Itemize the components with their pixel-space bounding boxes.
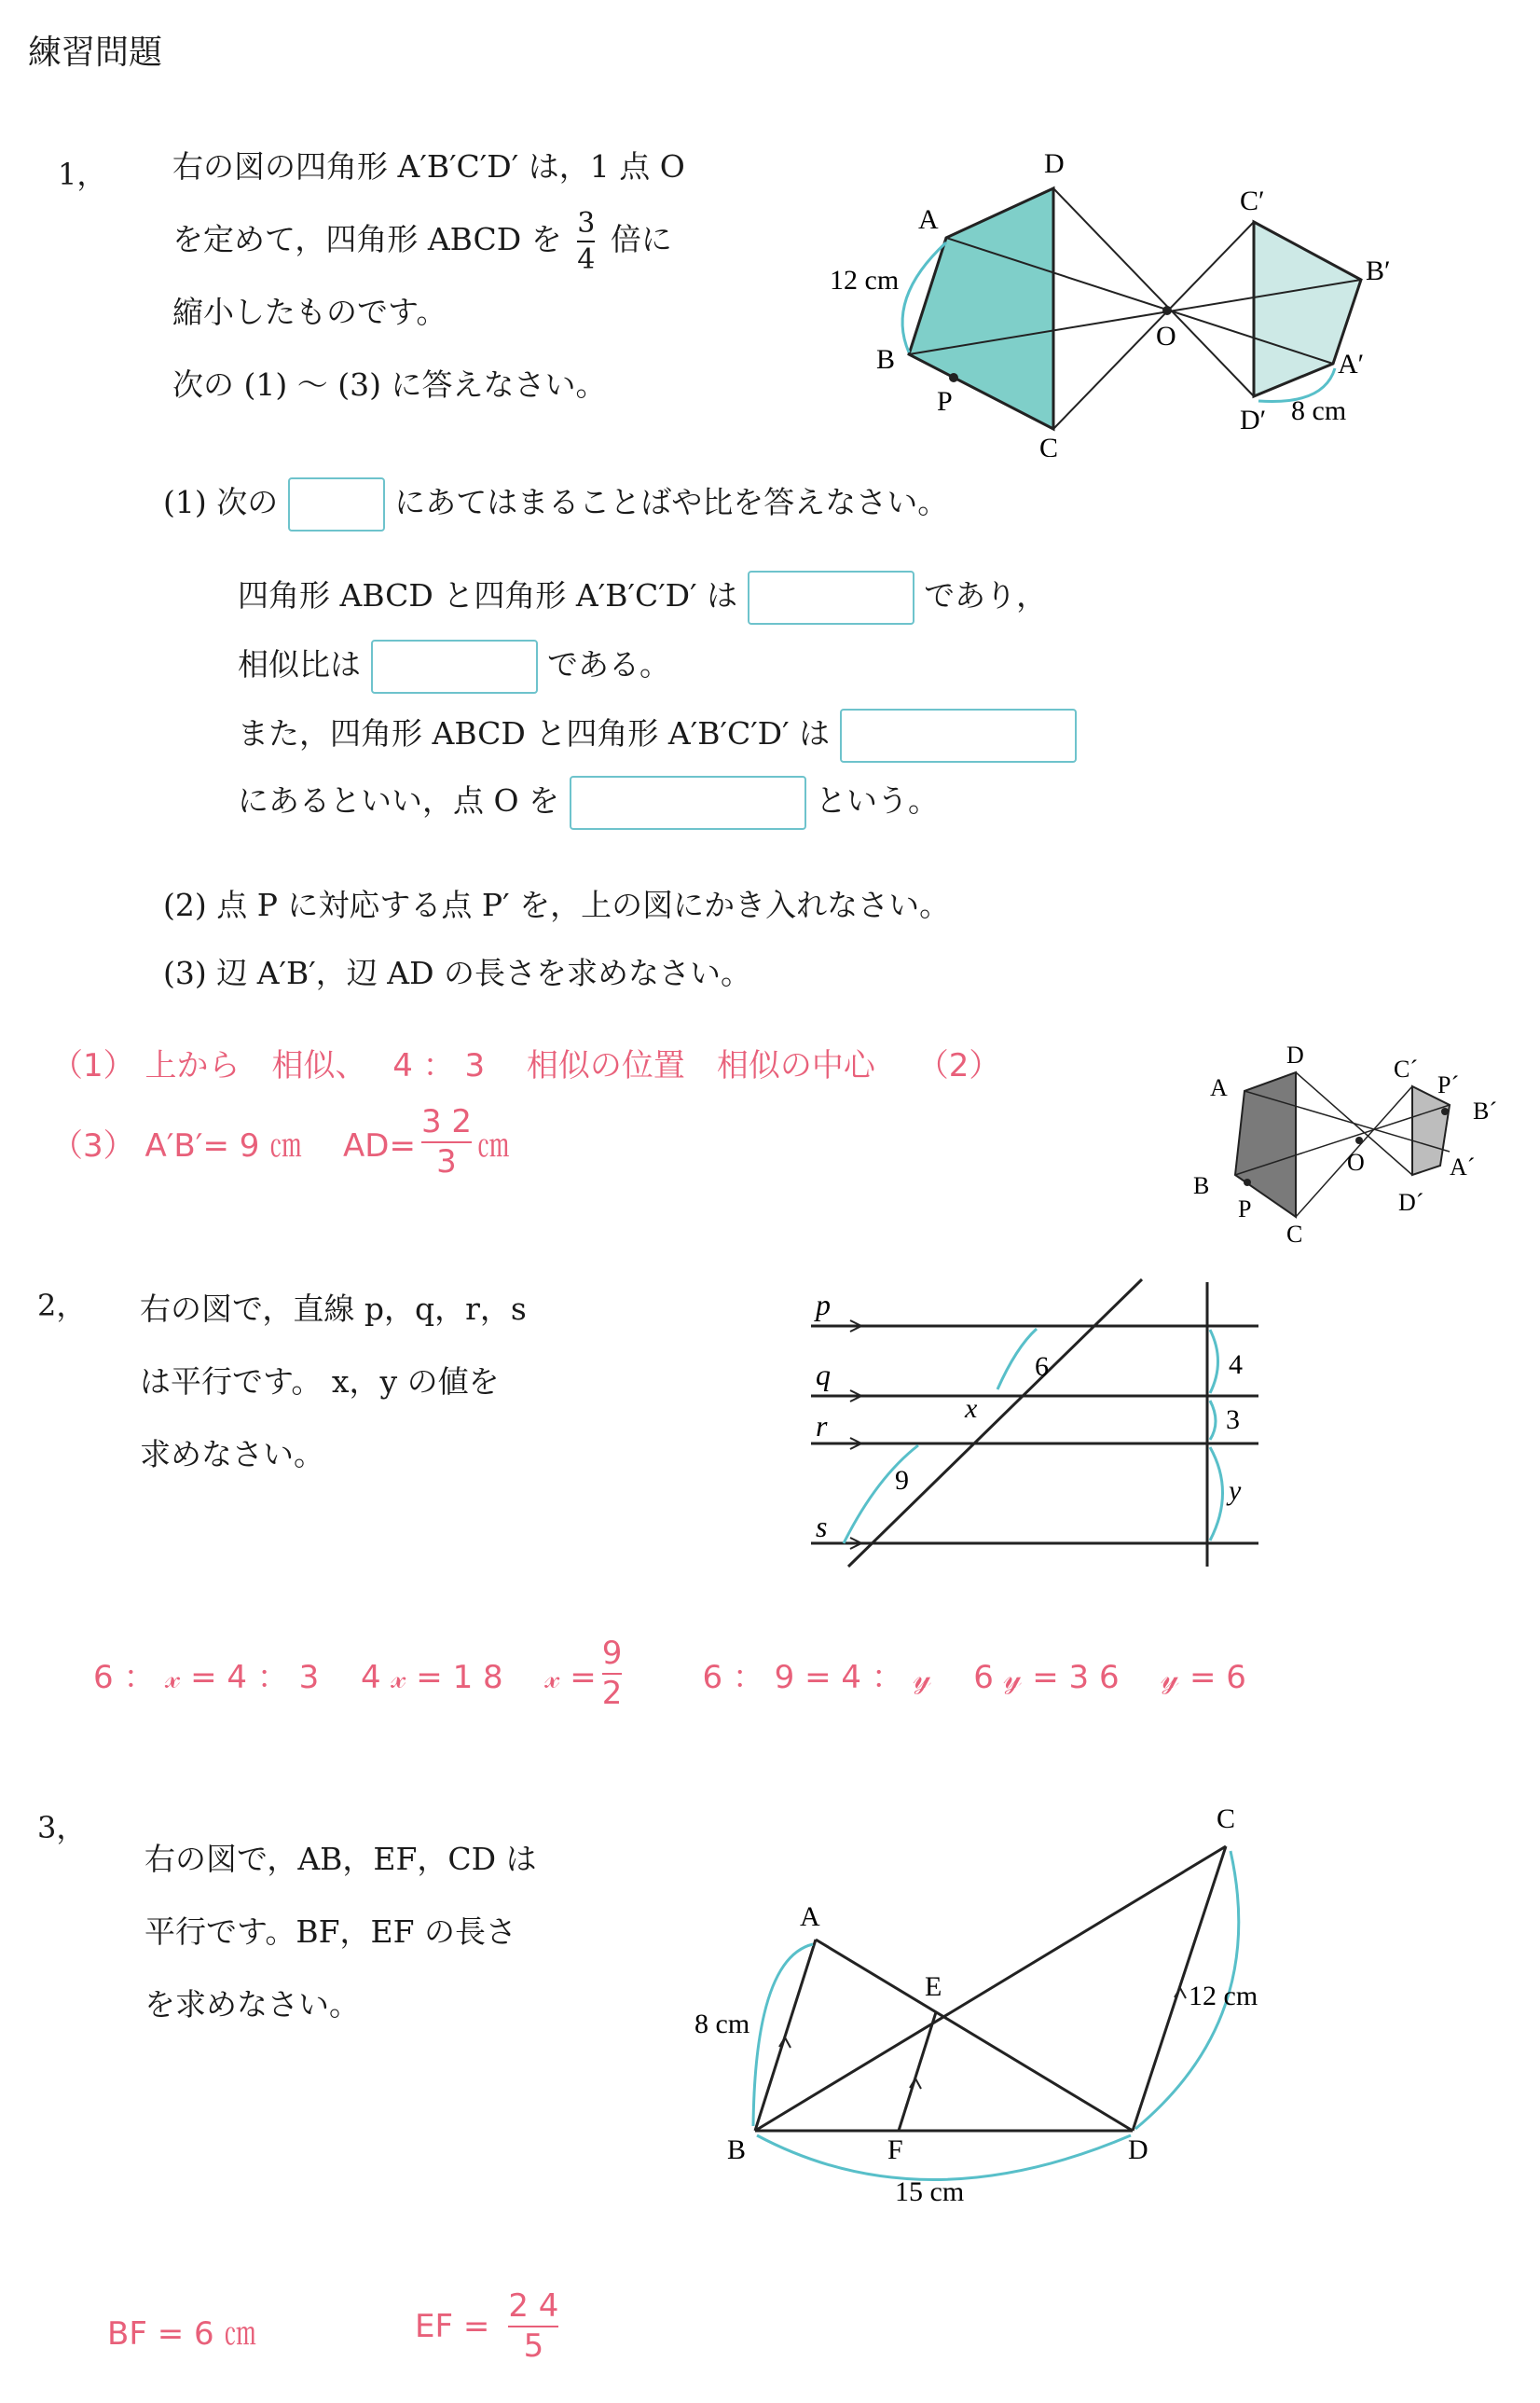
ans-label-B: B xyxy=(1193,1172,1210,1199)
problem-2-text xyxy=(140,1273,527,1491)
length-CD: 12 cm xyxy=(1189,1981,1258,2011)
problem-1-line-1: 右の図の四角形 A′B′C′D′ は，1 点 O xyxy=(172,148,685,185)
answer-1-unit: ㎝ xyxy=(477,1126,510,1165)
answer-1-ab-ad: （3） A′B′= 9 ㎝ AD= xyxy=(51,1126,416,1165)
label-D: D xyxy=(1128,2134,1148,2165)
ans-label-O: O xyxy=(1347,1149,1365,1176)
answer-3-frac-num: 2 4 xyxy=(508,2287,559,2325)
segment-4-label: 4 xyxy=(1229,1349,1243,1380)
problem-1-line-2a: を定めて，四角形 ABCD を xyxy=(172,221,562,257)
label-A: A xyxy=(800,1901,820,1932)
answer-3-ef xyxy=(415,2289,564,2365)
ans-label-A: A xyxy=(1210,1074,1228,1101)
segment-9-label: 9 xyxy=(895,1465,909,1496)
label-O: O xyxy=(1156,321,1176,352)
answer-1-fraction xyxy=(421,1105,472,1181)
blank-box-3[interactable] xyxy=(840,709,1077,763)
question-1-1-line-4 xyxy=(238,776,939,830)
label-P: P xyxy=(937,386,953,417)
q1-line3a: また，四角形 ABCD と四角形 A′B′C′D′ は xyxy=(238,715,831,752)
answer-1-frac-den: 3 xyxy=(436,1143,457,1181)
label-C-prime: C′ xyxy=(1240,186,1265,216)
question-1-3: (3) 辺 A′B′，辺 AD の長さを求めなさい。 xyxy=(163,955,752,991)
figure-homothety-quadrilaterals xyxy=(820,140,1398,457)
problem-2-number: 2， xyxy=(37,1288,87,1323)
page-title: 練習問題 xyxy=(28,34,163,72)
problem-2-line-1: 右の図で，直線 p，q，r，s xyxy=(140,1291,527,1327)
ans-label-D: D xyxy=(1286,1042,1304,1069)
problem-1-line-3: 縮小したものです。 xyxy=(172,294,447,330)
q1-line2a: 相似比は xyxy=(238,646,361,683)
q1-1-suffix: にあてはまることばや比を答えなさい。 xyxy=(394,484,949,520)
fraction-numerator: 3 xyxy=(577,207,596,240)
q1-line1b: であり， xyxy=(924,577,1048,614)
label-A: A xyxy=(918,204,939,235)
ans-label-D-prime: D´ xyxy=(1398,1189,1424,1216)
problem-3-number: 3， xyxy=(37,1810,87,1845)
label-D: D xyxy=(1044,148,1065,179)
answer-2 xyxy=(93,1637,1246,1712)
answer-3-bf: BF = 6 ㎝ xyxy=(107,2315,256,2353)
figure-parallel-segments xyxy=(690,1786,1296,2215)
q1-line4a: にあるといい，点 O を xyxy=(238,782,560,819)
length-8cm: 8 cm xyxy=(1291,395,1347,426)
question-1-2: (2) 点 P に対応する点 P′ を，上の図にかき入れなさい。 xyxy=(163,887,951,923)
length-BD: 15 cm xyxy=(895,2176,965,2207)
q1-line1a: 四角形 ABCD と四角形 A′B′C′D′ は xyxy=(238,577,738,614)
answer-2-x-work: 6 ： 𝓍 = 4 ： 3 4 𝓍 = 1 8 𝓍 = xyxy=(93,1658,597,1696)
problem-3-line-1: 右の図で，AB，EF，CD は xyxy=(144,1841,537,1877)
segment-x-label: x xyxy=(965,1393,978,1424)
question-1-1-line-1 xyxy=(238,571,1047,625)
figure-parallel-lines xyxy=(802,1277,1268,1576)
answer-1-frac-num: 3 2 xyxy=(420,1103,473,1140)
question-1-1-line-2 xyxy=(238,640,670,694)
ans-label-A-prime: A´ xyxy=(1450,1153,1476,1181)
line-p-label: p xyxy=(816,1288,831,1321)
answer-1-line-1: （1） 上から 相似、 4 ： 3 相似の位置 相似の中心 （2） xyxy=(51,1047,1001,1084)
question-1-1-line-3 xyxy=(238,709,1077,763)
line-r-label: r xyxy=(816,1409,828,1443)
question-1-1 xyxy=(163,477,948,532)
ans-label-P-prime: P´ xyxy=(1437,1071,1460,1098)
label-D-prime: D′ xyxy=(1240,405,1267,435)
q1-1-prefix: (1) 次の xyxy=(163,484,279,520)
blank-box-4[interactable] xyxy=(570,776,806,830)
sample-blank-box xyxy=(288,477,385,532)
problem-1-line-4: 次の (1) 〜 (3) に答えなさい。 xyxy=(172,366,607,403)
problem-3-line-2: 平行です。BF，EF の長さ xyxy=(144,1913,516,1950)
length-AB: 8 cm xyxy=(694,2009,750,2039)
label-B: B xyxy=(727,2134,747,2165)
ans-label-C-prime: C´ xyxy=(1394,1056,1418,1083)
length-12cm: 12 cm xyxy=(830,265,900,296)
segment-3-label: 3 xyxy=(1226,1404,1240,1435)
ans-label-P: P xyxy=(1238,1195,1252,1222)
line-q-label: q xyxy=(816,1358,831,1391)
problem-1-text xyxy=(172,131,685,421)
q1-line4b: という。 xyxy=(816,782,940,819)
answer-1-line-2 xyxy=(51,1105,509,1181)
label-A-prime: A′ xyxy=(1338,349,1365,380)
answer-2-frac-den: 2 xyxy=(601,1675,623,1713)
label-C: C xyxy=(1039,433,1059,457)
label-B-prime: B′ xyxy=(1366,255,1391,286)
problem-2-line-3: 求めなさい。 xyxy=(140,1436,324,1472)
answer-2-frac-num: 9 xyxy=(601,1635,623,1672)
answer-3-frac-den: 5 xyxy=(523,2327,544,2366)
label-B: B xyxy=(876,344,896,375)
problem-3-line-3: を求めなさい。 xyxy=(144,1986,360,2023)
fraction-denominator: 4 xyxy=(577,243,596,276)
problem-1-line-2b: 倍に xyxy=(610,221,672,257)
q1-line2b: である。 xyxy=(547,646,670,683)
line-s-label: s xyxy=(816,1510,828,1543)
segment-y-label: y xyxy=(1229,1475,1242,1506)
label-E: E xyxy=(925,1971,942,2002)
answer-2-fraction xyxy=(602,1637,623,1712)
answer-2-y-work: 6 ： 9 = 4 ： 𝓎 6 𝓎 = 3 6 𝓎 = 6 xyxy=(702,1658,1246,1696)
fraction-3-4 xyxy=(577,208,595,275)
answer-3-fraction xyxy=(508,2289,558,2365)
problem-3-text xyxy=(144,1823,537,2041)
answer-3-ef-label: EF = xyxy=(415,2308,490,2346)
ans-label-C: C xyxy=(1286,1221,1303,1248)
problem-2-line-2: は平行です。 x，y の値を xyxy=(140,1363,500,1400)
ans-label-B-prime: B´ xyxy=(1473,1098,1497,1125)
label-C: C xyxy=(1217,1803,1236,1834)
segment-6-label: 6 xyxy=(1035,1351,1049,1382)
answer-figure-homothety xyxy=(1193,1035,1529,1250)
blank-box-1[interactable] xyxy=(748,571,914,625)
label-F: F xyxy=(887,2134,903,2165)
blank-box-2[interactable] xyxy=(371,640,538,694)
problem-1-number: 1， xyxy=(58,157,107,192)
problem-1-line-2 xyxy=(172,203,685,276)
